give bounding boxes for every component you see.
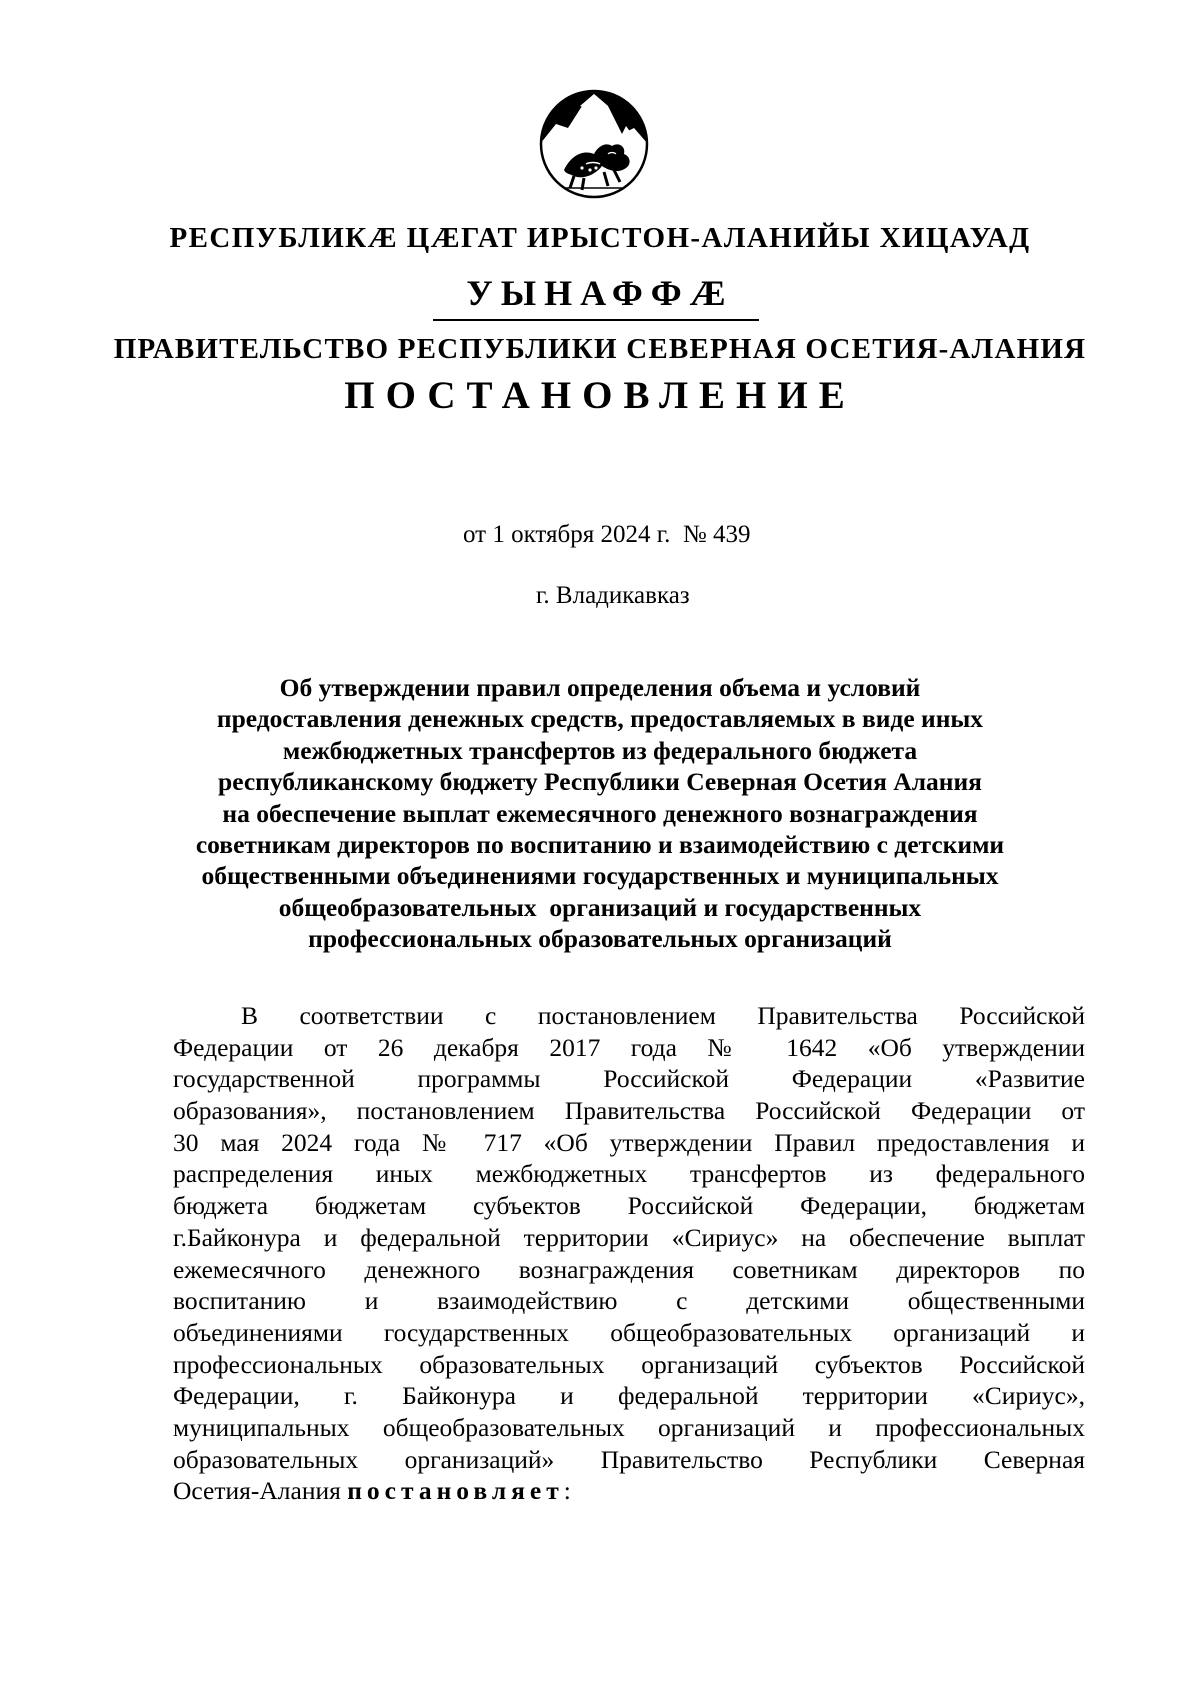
- subject-line: межбюджетных трансфертов из федерального бюджета: [282, 735, 918, 765]
- body-line: 30 мая 2024 года № 717 «Об утверждении Правил предоставления и: [173, 1127, 1085, 1157]
- russian-government-name: ПРАВИТЕЛЬСТВО РЕСПУБЛИКИ СЕВЕРНАЯ ОСЕТИЯ-АЛАНИЯ: [113, 333, 1087, 365]
- body-line: государственной программы Российской Федерации «Развитие: [173, 1064, 1085, 1094]
- resolution-keyword: постановляет: [347, 1476, 564, 1506]
- body-line: воспитанию и взаимодействию с детскими общественными: [173, 1286, 1085, 1316]
- body-line: В соответствии с постановлением Правительства Российской: [241, 1001, 1085, 1030]
- body-line: бюджета бюджетам субъектов Российской Федерации, бюджетам: [173, 1191, 1085, 1221]
- body-line: муниципальных общеобразовательных организаций и профессиональных: [173, 1412, 1085, 1442]
- document-city: г. Владикавказ: [536, 582, 690, 609]
- document-number: № 439: [682, 521, 751, 548]
- subject-line: профессиональных образовательных организаций: [308, 924, 892, 954]
- body-line: профессиональных образовательных организаций субъектов Российской: [173, 1349, 1085, 1379]
- body-line: Федерации, г. Байконура и федеральной территории «Сириус»,: [173, 1381, 1085, 1411]
- body-final-prefix: Осетия-Алания: [173, 1476, 348, 1506]
- subject-line: республиканскому бюджету Республики Северная Осетия Алания: [218, 767, 982, 797]
- body-final-suffix: :: [563, 1476, 571, 1506]
- body-line: образовательных организаций» Правительство Республики Северная: [173, 1444, 1085, 1474]
- preamble-paragraph: [173, 1000, 1085, 1507]
- subject-line: общеобразовательных организаций и государственных: [278, 892, 922, 922]
- document-subject: [150, 672, 1050, 955]
- ossetian-government-name: РЕСПУБЛИКÆ ЦÆГАТ ИРЫСТОН-АЛАНИЙЫ ХИЦАУАД: [169, 222, 1031, 254]
- body-line: образования», постановлением Правительства Российской Федерации от: [173, 1096, 1085, 1126]
- ossetian-document-title: УЫНАФФÆ: [466, 273, 734, 313]
- body-line: г.Байконура и федеральной территории «Сириус» на обеспечение выплат: [173, 1222, 1085, 1252]
- document-date-number: [463, 521, 751, 549]
- subject-line: на обеспечение выплат ежемесячного денежного вознаграждения: [222, 798, 978, 828]
- subject-line: предоставления денежных средств, предоставляемых в виде иных: [216, 704, 984, 734]
- north-ossetia-coat-of-arms-icon: [538, 84, 650, 204]
- body-final-line: [173, 1475, 1085, 1507]
- document-date: от 1 октября 2024 г.: [463, 521, 671, 548]
- body-line: Федерации от 26 декабря 2017 года № 1642 «Об утверждении: [173, 1032, 1085, 1062]
- body-line: ежемесячного денежного вознаграждения советникам директоров по: [173, 1254, 1085, 1284]
- subject-line: советникам директоров по воспитанию и взаимодействию с детскими: [195, 830, 1005, 860]
- subject-line: Об утверждении правил определения объема и условий: [279, 673, 921, 702]
- body-line: объединениями государственных общеобразовательных организаций и: [173, 1317, 1085, 1347]
- title-underline: [433, 319, 759, 321]
- russian-document-title: ПОСТАНОВЛЕНИЕ: [344, 374, 856, 417]
- body-line: распределения иных межбюджетных трансфертов из федерального: [173, 1159, 1085, 1189]
- subject-line: общественными объединениями государственных и муниципальных: [201, 861, 999, 891]
